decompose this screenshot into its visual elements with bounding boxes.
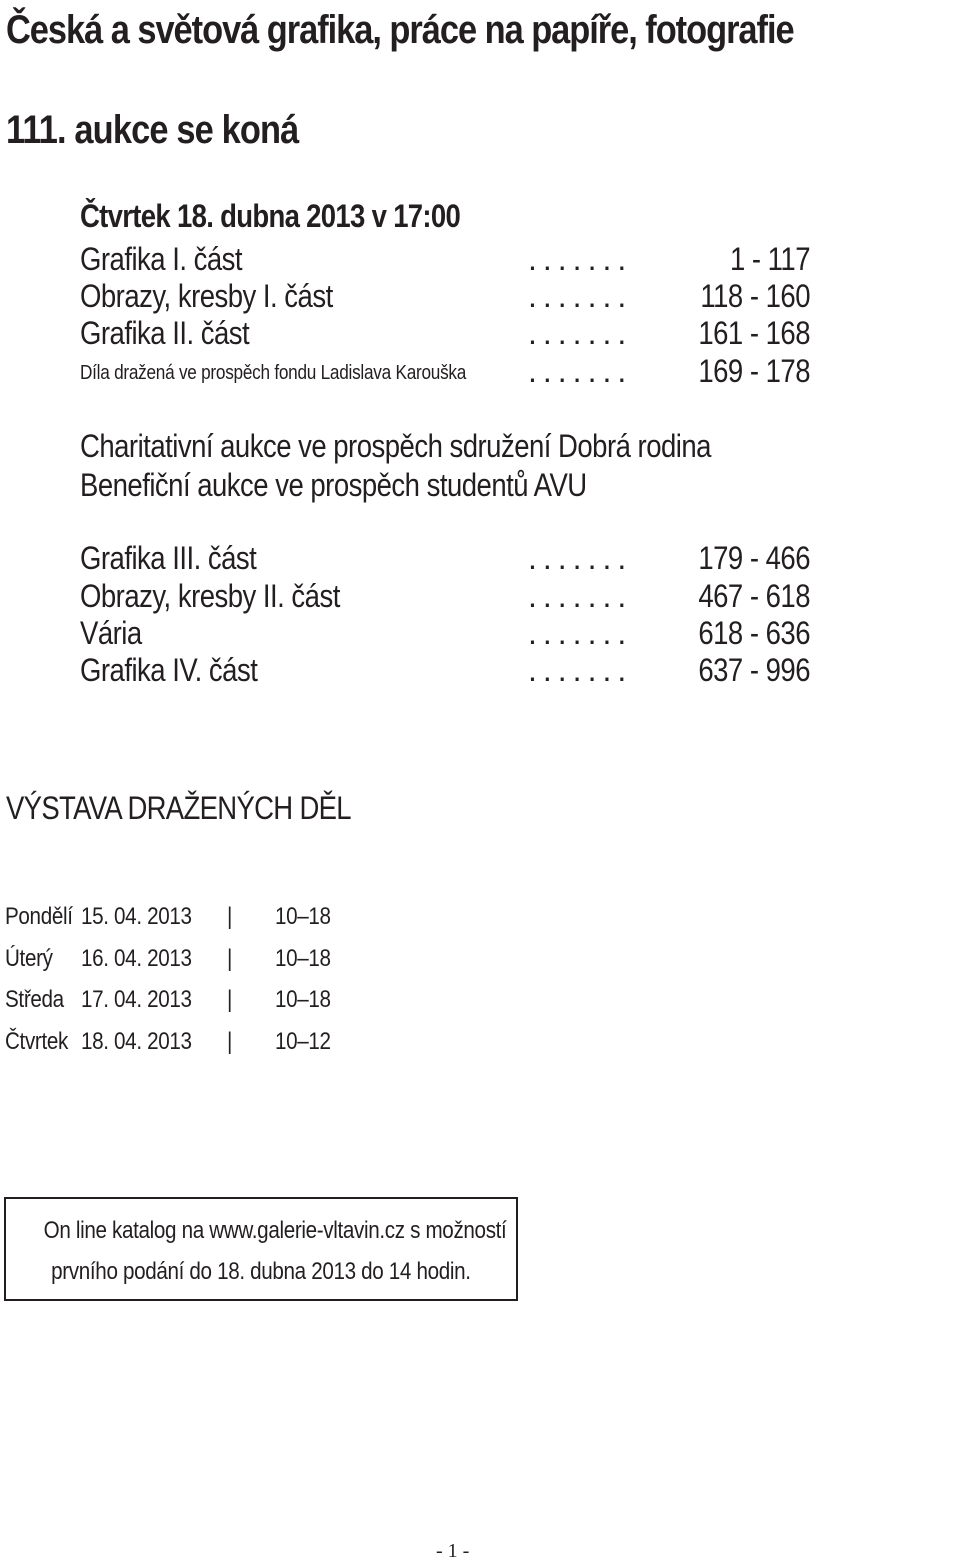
leader-dots: ....... [528, 578, 633, 614]
lot-range: 1 - 117 [729, 241, 810, 277]
lot-label: Vária [80, 615, 142, 651]
lot-range: 118 - 160 [700, 278, 810, 314]
schedule-separator: | [227, 945, 233, 972]
schedule-day: Pondělí [5, 903, 73, 930]
schedule-hours: 10–12 [275, 1028, 331, 1055]
page-title: Česká a světová grafika, práce na papíře, fotografie [6, 8, 794, 52]
online-catalog-line [6, 1217, 516, 1245]
lot-range: 618 - 636 [698, 615, 810, 651]
schedule-date: 18. 04. 2013 [81, 1028, 192, 1055]
online-catalog-text: prvního podání do 18. dubna 2013 do 14 hodin. [51, 1258, 471, 1285]
leader-dots: ....... [528, 241, 633, 277]
auction-date: Čtvrtek 18. dubna 2013 v 17:00 [80, 198, 461, 234]
auction-subtitle: 111. aukce se koná [6, 108, 299, 152]
lot-label: Grafika II. část [80, 315, 250, 351]
lot-label: Obrazy, kresby I. část [80, 278, 333, 314]
online-catalog-box [4, 1197, 518, 1301]
charity-note: Charitativní aukce ve prospěch sdružení Dobrá rodina [80, 428, 711, 464]
online-catalog-text: On line katalog na www.galerie-vltavin.cz s možností [43, 1217, 507, 1244]
exhibition-heading: VÝSTAVA DRAŽENÝCH DĚL [6, 790, 351, 826]
leader-dots: ....... [528, 278, 633, 314]
schedule-date: 16. 04. 2013 [81, 945, 192, 972]
schedule-date: 15. 04. 2013 [81, 903, 192, 930]
online-catalog-line [6, 1258, 516, 1286]
lot-label: Grafika IV. část [80, 652, 258, 688]
schedule-hours: 10–18 [275, 903, 331, 930]
schedule-hours: 10–18 [275, 945, 331, 972]
schedule-day: Čtvrtek [5, 1028, 68, 1055]
charity-note: Benefiční aukce ve prospěch studentů AVU [80, 467, 587, 503]
lot-range: 637 - 996 [698, 652, 810, 688]
lot-label: Díla dražená ve prospěch fondu Ladislava Karouška [80, 362, 467, 384]
leader-dots: ....... [528, 652, 633, 688]
lot-range: 169 - 178 [698, 353, 810, 389]
schedule-separator: | [227, 1028, 233, 1055]
schedule-hours: 10–18 [275, 986, 331, 1013]
leader-dots: ....... [528, 615, 633, 651]
schedule-separator: | [227, 903, 233, 930]
leader-dots: ....... [528, 540, 633, 576]
schedule-date: 17. 04. 2013 [81, 986, 192, 1013]
schedule-separator: | [227, 986, 233, 1013]
lot-range: 467 - 618 [698, 578, 810, 614]
lot-label: Grafika I. část [80, 241, 243, 277]
schedule-day: Úterý [5, 945, 53, 972]
lot-range: 179 - 466 [698, 540, 810, 576]
leader-dots: ....... [528, 353, 633, 389]
lot-label: Grafika III. část [80, 540, 257, 576]
page-number: - 1 - [436, 1540, 470, 1562]
leader-dots: ....... [528, 315, 633, 351]
lot-range: 161 - 168 [698, 315, 810, 351]
schedule-day: Středa [5, 986, 64, 1013]
lot-label: Obrazy, kresby II. část [80, 578, 340, 614]
